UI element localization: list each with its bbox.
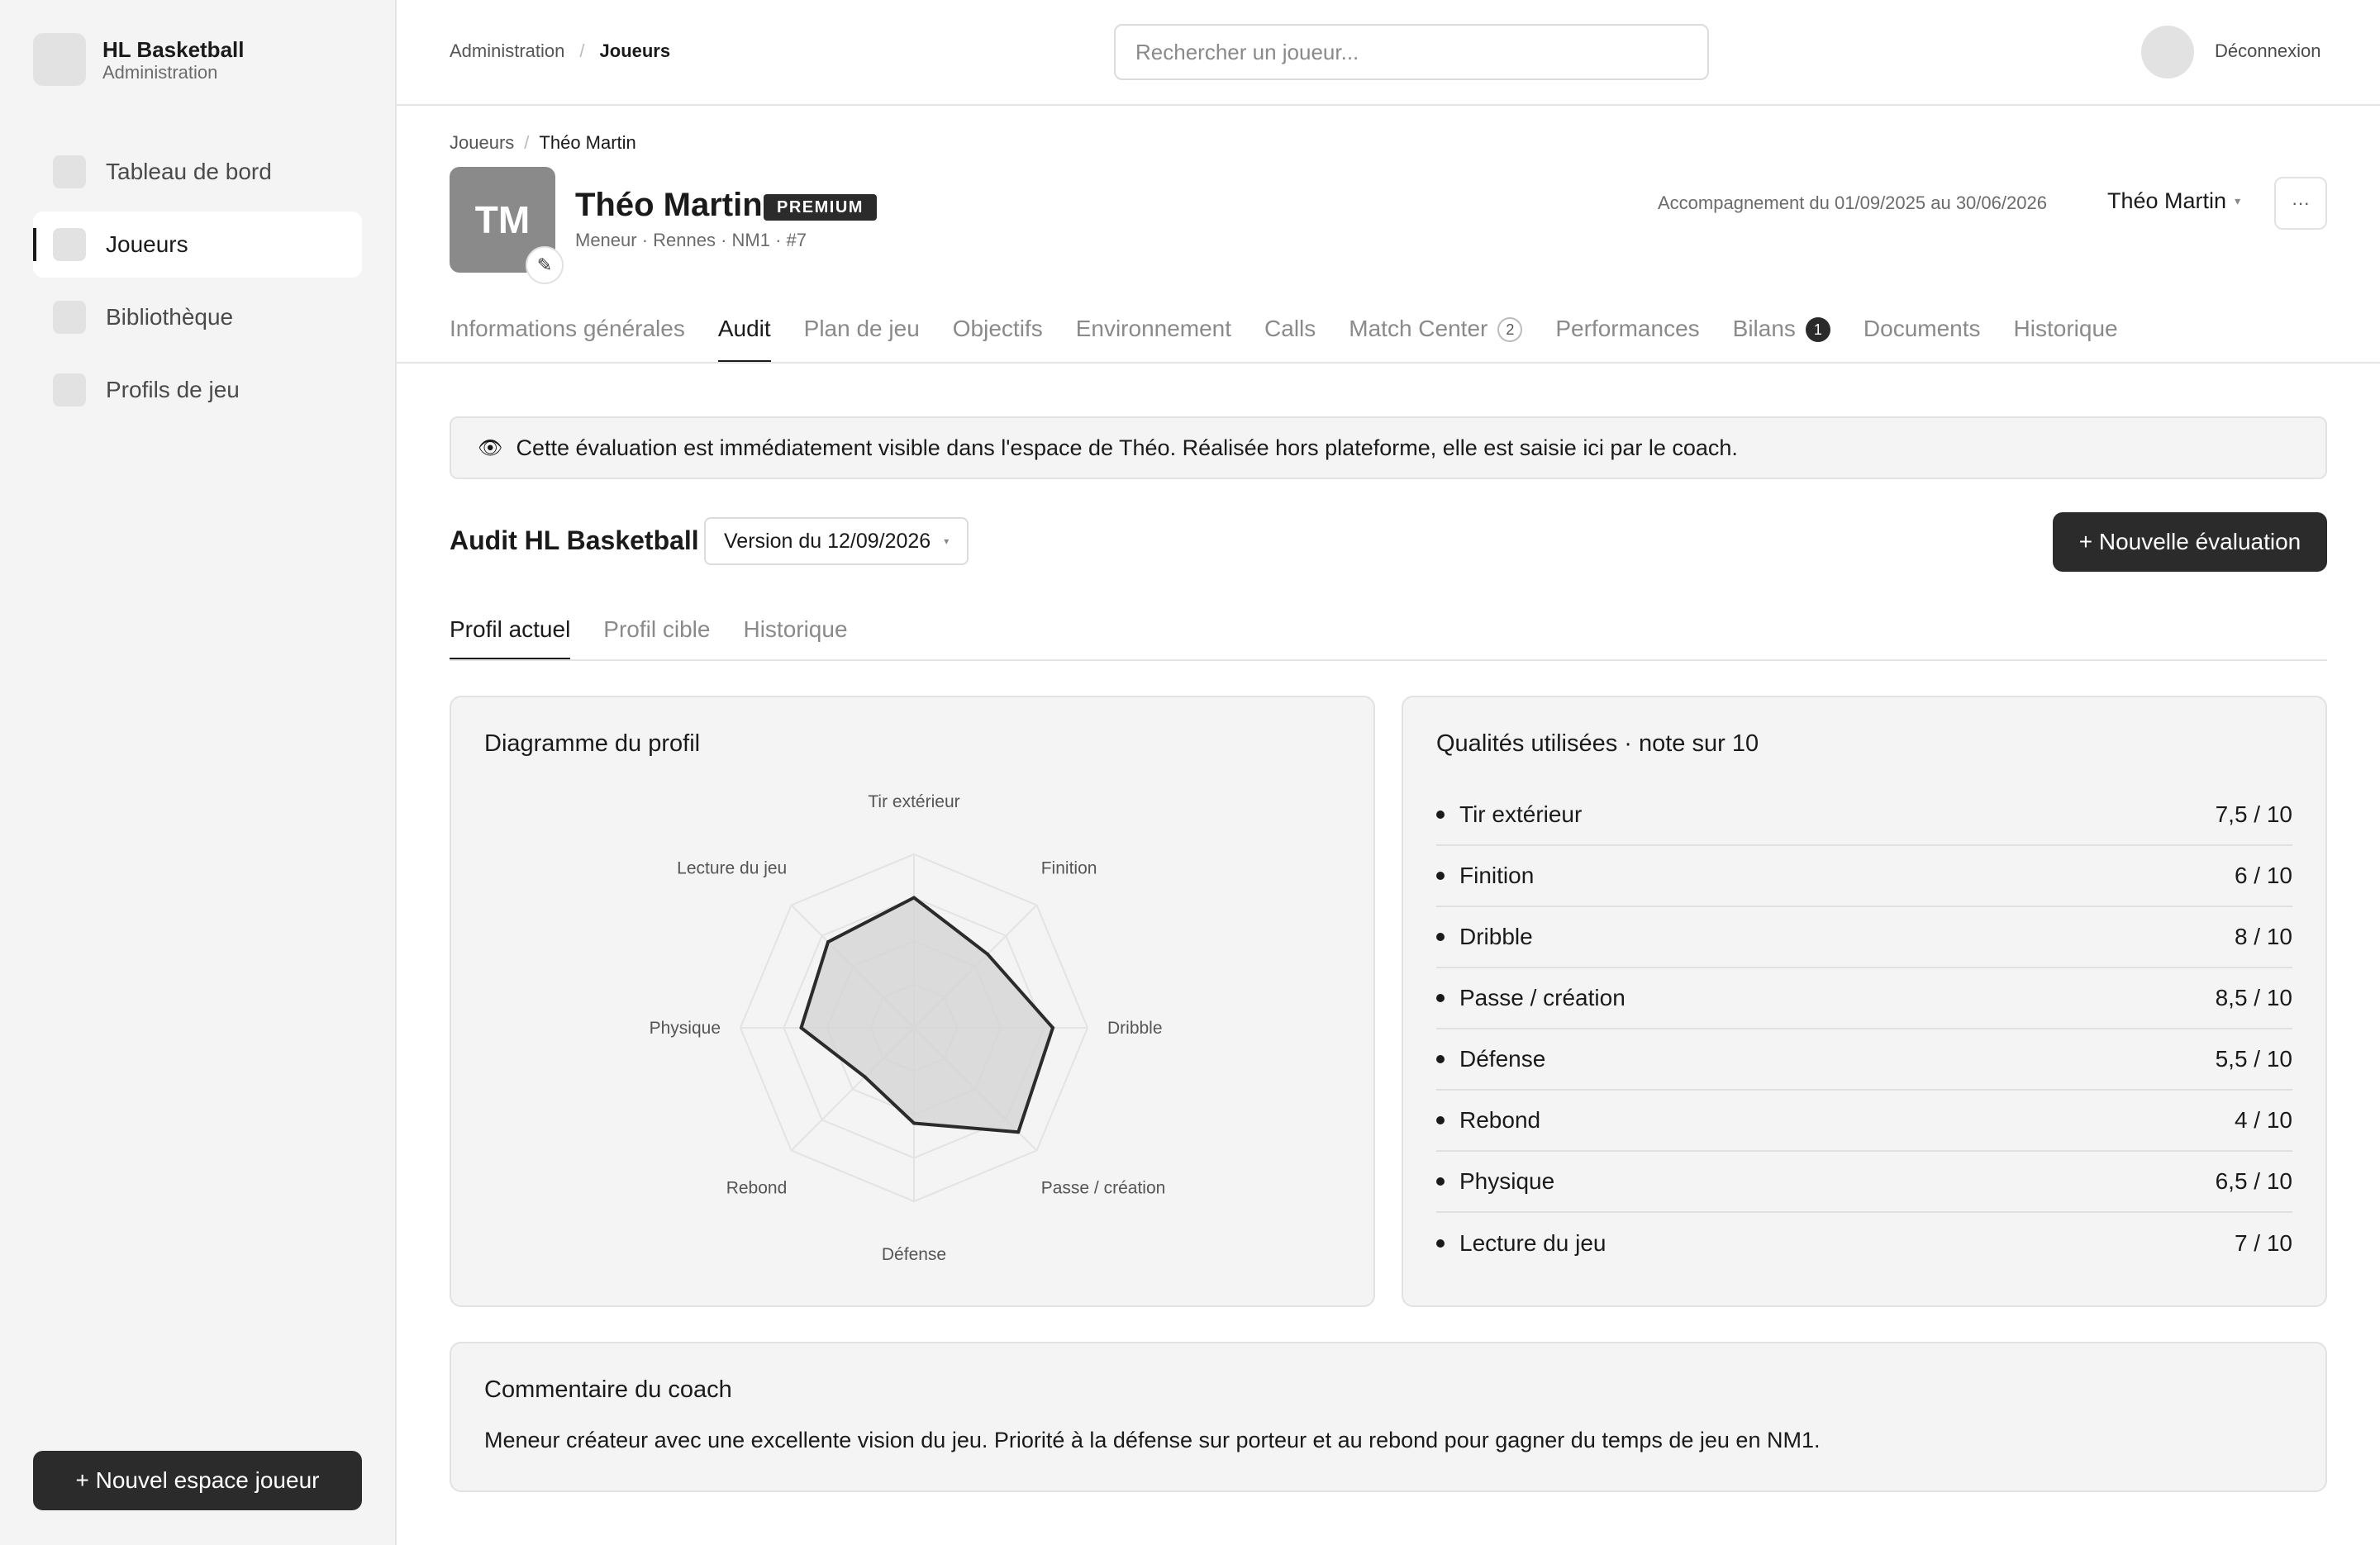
bullet-icon [1436, 811, 1445, 819]
brand-subtitle: Administration [102, 62, 218, 83]
breadcrumb-joueurs-link[interactable]: Joueurs [450, 132, 515, 153]
tab-calls[interactable] [1264, 314, 1316, 364]
list-item [1436, 968, 2292, 1029]
more-options-button[interactable]: ··· [2274, 177, 2327, 230]
tab-historique[interactable] [2014, 314, 2118, 364]
player-selector-value: Théo Martin [2107, 188, 2227, 213]
breadcrumb-joueurs: Joueurs [599, 40, 671, 61]
breadcrumb-separator: / [524, 132, 530, 153]
subtab-profil-actuel[interactable]: Profil actuel [450, 616, 570, 661]
radar-data-point [986, 953, 989, 956]
list-item [1436, 907, 2292, 968]
sidebar-nav [33, 139, 362, 430]
quality-name: Lecture du jeu [1459, 1230, 1606, 1256]
tab-performances[interactable] [1555, 314, 1699, 364]
tab-label: Informations générales [450, 316, 685, 341]
quality-score: 6 / 10 [2234, 863, 2292, 888]
players-icon [53, 228, 86, 261]
logout-link[interactable]: Déconnexion [2215, 40, 2321, 61]
count-badge: 2 [1497, 317, 1522, 342]
dashboard-icon [53, 155, 86, 188]
tab-label: Bilans [1732, 316, 1796, 341]
radar-axis-label: Tir extérieur [868, 792, 960, 811]
tab-label: Performances [1555, 316, 1700, 341]
radar-data-point [864, 1075, 867, 1078]
version-select[interactable] [704, 517, 969, 565]
brand-title: HL Basketball [102, 37, 245, 62]
breadcrumb-administration[interactable]: Administration [450, 40, 565, 61]
sidebar-item-label: Tableau de bord [106, 159, 272, 184]
list-item [1436, 1029, 2292, 1091]
radar-data-area [802, 898, 1054, 1133]
card-title: Diagramme du profil [484, 730, 701, 757]
player-name: Théo Martin [575, 187, 763, 223]
quality-score: 4 / 10 [2234, 1107, 2292, 1133]
edit-icon[interactable]: ✎ [526, 246, 564, 284]
quality-score: 8 / 10 [2234, 924, 2292, 949]
brand [33, 33, 244, 86]
quality-name: Dribble [1459, 924, 1533, 949]
list-item [1436, 1152, 2292, 1213]
bullet-icon [1436, 994, 1445, 1002]
bullet-icon [1436, 1055, 1445, 1063]
tab-audit[interactable] [718, 314, 771, 364]
list-item [1436, 1213, 2292, 1274]
tab-bilans[interactable] [1733, 314, 1830, 364]
version-value: Version du 12/09/2026 [724, 529, 931, 553]
tab-documents[interactable] [1864, 314, 1981, 364]
sidebar-item-tableau-de-bord[interactable] [33, 139, 362, 205]
tab-environnement[interactable] [1076, 314, 1231, 364]
player-avatar: TM [450, 167, 555, 273]
new-evaluation-button[interactable]: + Nouvelle évaluation [2053, 512, 2327, 572]
quality-score: 7,5 / 10 [2215, 801, 2292, 827]
chevron-down-icon: ▾ [2235, 194, 2241, 207]
tabs-divider [397, 362, 2380, 364]
accompaniment-period: Accompagnement du 01/09/2025 au 30/06/2026 [1658, 193, 2047, 213]
avatar[interactable] [2141, 26, 2194, 78]
radar-chart [451, 697, 1377, 1309]
coach-comment-card [450, 1342, 2327, 1492]
tab-label: Environnement [1075, 316, 1232, 341]
radar-data-point [912, 1122, 916, 1125]
breadcrumb-player: Théo Martin [539, 132, 636, 153]
card-title: Commentaire du coach [484, 1376, 732, 1403]
list-item [1436, 785, 2292, 846]
radar-data-point [1051, 1026, 1054, 1029]
eye-icon: 👁 [478, 436, 503, 459]
qualities-list [1436, 785, 2292, 1274]
count-badge: 1 [1806, 317, 1830, 342]
bullet-icon [1436, 1239, 1445, 1248]
tab-informations-generales[interactable] [450, 314, 685, 364]
bullet-icon [1436, 1116, 1445, 1124]
tab-label: Documents [1863, 316, 1981, 341]
radar-axis-label: Finition [1040, 858, 1097, 878]
profiles-icon [53, 373, 86, 406]
card-title: Qualités utilisées · note sur 10 [1436, 730, 1759, 757]
radar-data-point [1016, 1130, 1020, 1134]
radar-axis-label: Défense [881, 1245, 947, 1264]
breadcrumb [450, 40, 670, 62]
quality-name: Passe / création [1459, 985, 1626, 1010]
player-tabs [450, 314, 2151, 364]
sidebar-item-profils-de-jeu[interactable] [33, 357, 362, 423]
tab-label: Historique [2013, 316, 2118, 341]
brand-logo [33, 33, 86, 86]
quality-score: 7 / 10 [2234, 1230, 2292, 1256]
coach-comment-text: Meneur créateur avec une excellente vision du jeu. Priorité à la défense sur porteur et au rebond pour gagner du temps de jeu en NM1. [484, 1428, 1821, 1452]
radar-axis-label: Rebond [726, 1178, 788, 1198]
quality-score: 8,5 / 10 [2215, 985, 2292, 1010]
bullet-icon [1436, 872, 1445, 880]
sidebar-item-bibliotheque[interactable] [33, 284, 362, 350]
tab-match-center[interactable] [1349, 314, 1522, 364]
bullet-icon [1436, 1177, 1445, 1186]
audit-title: Audit HL Basketball [450, 525, 699, 555]
tab-objectifs[interactable] [953, 314, 1043, 364]
brand-text [102, 36, 244, 83]
list-item [1436, 846, 2292, 907]
chevron-down-icon: ▾ [944, 535, 950, 547]
subtab-profil-cible[interactable]: Profil cible [603, 616, 711, 642]
bullet-icon [1436, 933, 1445, 941]
library-icon [53, 301, 86, 334]
sidebar-item-label: Joueurs [106, 231, 188, 257]
tab-label: Match Center [1349, 316, 1488, 341]
sidebar [0, 0, 397, 1545]
quality-score: 6,5 / 10 [2215, 1168, 2292, 1194]
radar-axis-label: Passe / création [1040, 1178, 1166, 1198]
radar-data-point [912, 896, 916, 900]
breadcrumb-separator: / [579, 40, 585, 61]
new-player-space-button[interactable]: + Nouvel espace joueur [33, 1451, 362, 1510]
profile-diagram-card [450, 696, 1375, 1307]
radar-axis-label: Physique [649, 1019, 721, 1038]
tab-plan-de-jeu[interactable] [804, 314, 920, 364]
quality-name: Finition [1459, 863, 1535, 888]
qualities-card [1402, 696, 2327, 1307]
player-breadcrumb [450, 132, 636, 154]
radar-data-point [800, 1026, 803, 1029]
visibility-notice [450, 416, 2327, 479]
radar-axis-label: Dribble [1107, 1019, 1163, 1038]
subtab-historique[interactable]: Historique [743, 616, 848, 642]
radar-axis-label: Lecture du jeu [677, 858, 788, 878]
premium-badge: PREMIUM [764, 194, 877, 221]
quality-name: Tir extérieur [1459, 801, 1583, 827]
sidebar-item-joueurs[interactable] [33, 212, 362, 278]
tab-label: Objectifs [952, 316, 1043, 341]
tab-label: Audit [717, 316, 771, 341]
player-selector[interactable] [2107, 188, 2240, 214]
tab-label: Calls [1264, 316, 1316, 341]
topbar [397, 0, 2380, 106]
quality-score: 5,5 / 10 [2215, 1046, 2292, 1072]
audit-subtabs [450, 616, 881, 661]
quality-name: Physique [1459, 1168, 1555, 1194]
quality-name: Rebond [1459, 1107, 1541, 1133]
player-meta: Meneur · Rennes · NM1 · #7 [575, 230, 807, 250]
quality-name: Défense [1459, 1046, 1546, 1072]
subtabs-divider [450, 659, 2327, 661]
tab-label: Plan de jeu [803, 316, 920, 341]
sidebar-item-label: Profils de jeu [106, 377, 240, 402]
notice-text: Cette évaluation est immédiatement visible dans l'espace de Théo. Réalisée hors plateforme, elle est saisie ici par le coach. [516, 435, 1738, 460]
search-input[interactable] [1114, 24, 1709, 80]
sidebar-item-label: Bibliothèque [106, 304, 234, 330]
list-item [1436, 1091, 2292, 1152]
radar-data-point [826, 940, 830, 944]
